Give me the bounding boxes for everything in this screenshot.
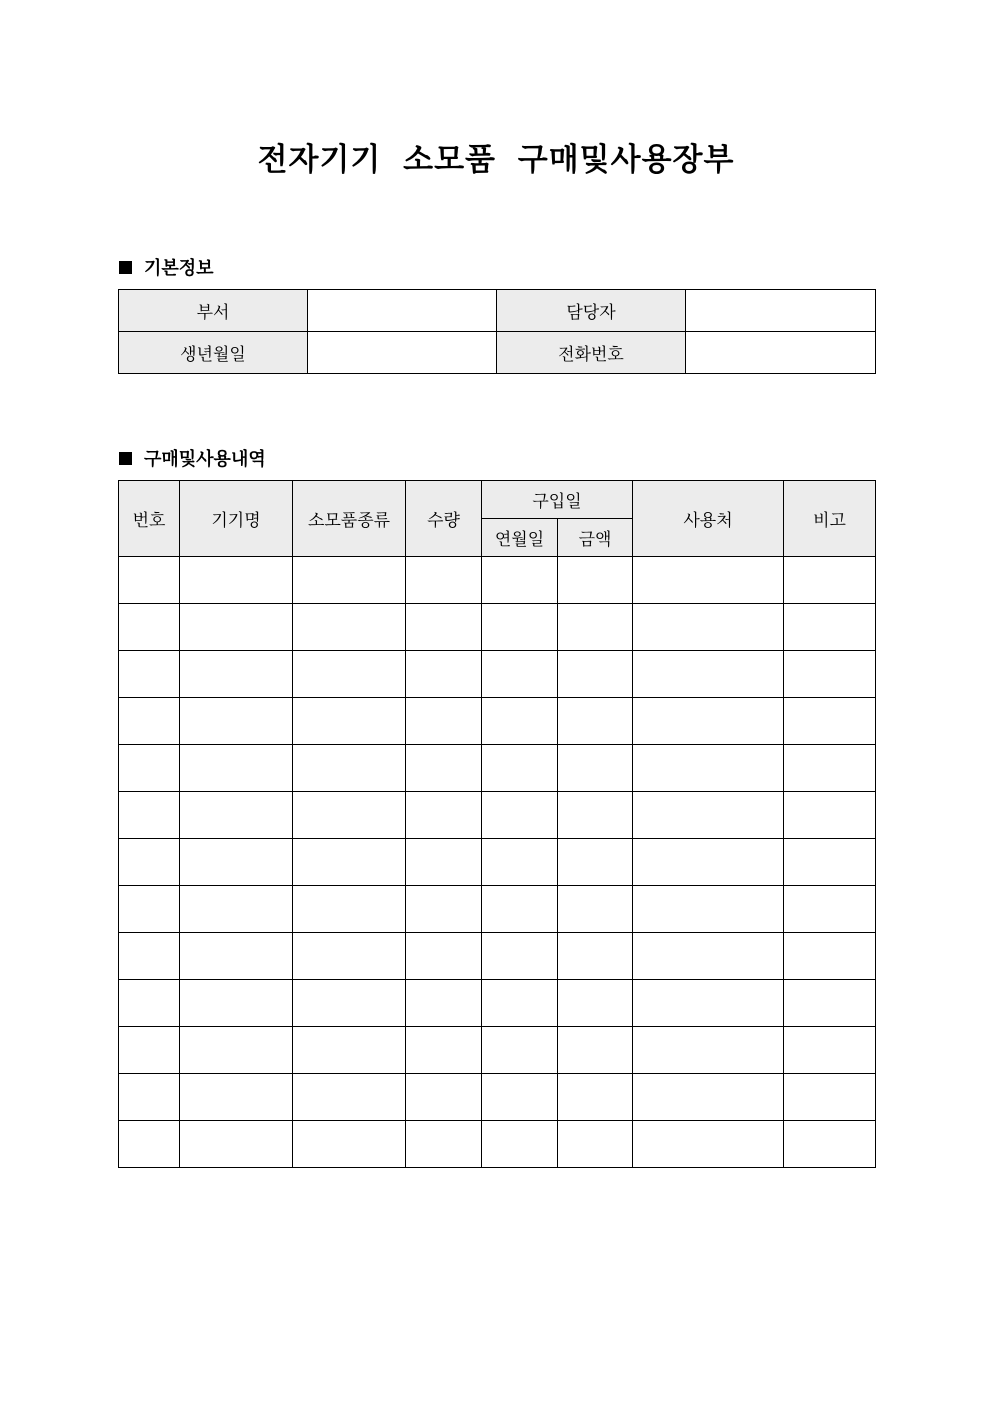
no-cell[interactable] [119, 792, 180, 839]
document-title: 전자기기 소모품 구매및사용장부 [257, 142, 735, 178]
remarks-cell[interactable] [784, 557, 876, 604]
quantity-cell[interactable] [406, 792, 482, 839]
usage-cell[interactable] [633, 886, 784, 933]
device-name-cell[interactable] [180, 1027, 293, 1074]
quantity-cell[interactable] [406, 604, 482, 651]
phone-field[interactable] [686, 332, 876, 374]
ledger-heading [119, 445, 266, 471]
amount-cell[interactable] [558, 1074, 633, 1121]
usage-cell[interactable] [633, 1027, 784, 1074]
table-row [119, 980, 876, 1027]
basic-info-heading-label: 기본정보 [144, 258, 214, 279]
no-cell[interactable] [119, 1074, 180, 1121]
quantity-cell[interactable] [406, 980, 482, 1027]
usage-cell[interactable] [633, 1074, 784, 1121]
consumable-type-cell[interactable] [293, 886, 406, 933]
remarks-cell[interactable] [784, 1121, 876, 1168]
manager-field[interactable] [686, 290, 876, 332]
consumable-type-cell[interactable] [293, 604, 406, 651]
amount-cell[interactable] [558, 745, 633, 792]
remarks-cell[interactable] [784, 886, 876, 933]
header-amount: 금액 [558, 519, 633, 557]
table-row [119, 1121, 876, 1168]
amount-cell[interactable] [558, 651, 633, 698]
table-row [119, 1027, 876, 1074]
date-cell[interactable] [482, 980, 558, 1027]
remarks-cell[interactable] [784, 980, 876, 1027]
device-name-cell[interactable] [180, 557, 293, 604]
amount-cell[interactable] [558, 933, 633, 980]
device-name-cell[interactable] [180, 839, 293, 886]
remarks-cell[interactable] [784, 745, 876, 792]
square-bullet-icon [119, 452, 132, 465]
device-name-cell[interactable] [180, 980, 293, 1027]
ledger-table [118, 480, 876, 1168]
date-cell[interactable] [482, 1121, 558, 1168]
birthdate-field[interactable] [308, 332, 497, 374]
no-cell[interactable] [119, 651, 180, 698]
header-consumable-type: 소모품종류 [293, 481, 406, 557]
amount-cell[interactable] [558, 792, 633, 839]
device-name-cell[interactable] [180, 1074, 293, 1121]
consumable-type-cell[interactable] [293, 745, 406, 792]
consumable-type-cell[interactable] [293, 792, 406, 839]
consumable-type-cell[interactable] [293, 980, 406, 1027]
remarks-cell[interactable] [784, 933, 876, 980]
table-row [119, 792, 876, 839]
usage-cell[interactable] [633, 1121, 784, 1168]
remarks-cell[interactable] [784, 651, 876, 698]
consumable-type-cell[interactable] [293, 651, 406, 698]
table-row [119, 1074, 876, 1121]
phone-label: 전화번호 [497, 332, 686, 374]
remarks-cell[interactable] [784, 839, 876, 886]
consumable-type-cell[interactable] [293, 1027, 406, 1074]
quantity-cell[interactable] [406, 698, 482, 745]
header-quantity: 수량 [406, 481, 482, 557]
quantity-cell[interactable] [406, 1121, 482, 1168]
quantity-cell[interactable] [406, 557, 482, 604]
amount-cell[interactable] [558, 557, 633, 604]
header-no: 번호 [119, 481, 180, 557]
no-cell[interactable] [119, 557, 180, 604]
ledger-heading-label: 구매및사용내역 [144, 449, 266, 470]
date-cell[interactable] [482, 839, 558, 886]
no-cell[interactable] [119, 886, 180, 933]
quantity-cell[interactable] [406, 1027, 482, 1074]
date-cell[interactable] [482, 1027, 558, 1074]
no-cell[interactable] [119, 745, 180, 792]
no-cell[interactable] [119, 604, 180, 651]
date-cell[interactable] [482, 557, 558, 604]
header-purchase-date: 구입일 [482, 481, 633, 519]
amount-cell[interactable] [558, 604, 633, 651]
remarks-cell[interactable] [784, 604, 876, 651]
quantity-cell[interactable] [406, 886, 482, 933]
table-row [119, 745, 876, 792]
remarks-cell[interactable] [784, 698, 876, 745]
quantity-cell[interactable] [406, 839, 482, 886]
consumable-type-cell[interactable] [293, 557, 406, 604]
square-bullet-icon [119, 261, 132, 274]
device-name-cell[interactable] [180, 1121, 293, 1168]
date-cell[interactable] [482, 886, 558, 933]
amount-cell[interactable] [558, 839, 633, 886]
no-cell[interactable] [119, 933, 180, 980]
department-field[interactable] [308, 290, 497, 332]
date-cell[interactable] [482, 698, 558, 745]
date-cell[interactable] [482, 792, 558, 839]
remarks-cell[interactable] [784, 1074, 876, 1121]
usage-cell[interactable] [633, 698, 784, 745]
device-name-cell[interactable] [180, 792, 293, 839]
date-cell[interactable] [482, 1074, 558, 1121]
device-name-cell[interactable] [180, 651, 293, 698]
ledger-header-row [119, 481, 876, 519]
date-cell[interactable] [482, 604, 558, 651]
remarks-cell[interactable] [784, 792, 876, 839]
date-cell[interactable] [482, 933, 558, 980]
no-cell[interactable] [119, 1121, 180, 1168]
department-label: 부서 [119, 290, 308, 332]
info-row [119, 332, 876, 374]
date-cell[interactable] [482, 651, 558, 698]
amount-cell[interactable] [558, 698, 633, 745]
basic-info-table [118, 289, 876, 374]
header-usage: 사용처 [633, 481, 784, 557]
device-name-cell[interactable] [180, 745, 293, 792]
usage-cell[interactable] [633, 980, 784, 1027]
no-cell[interactable] [119, 839, 180, 886]
usage-cell[interactable] [633, 792, 784, 839]
consumable-type-cell[interactable] [293, 1121, 406, 1168]
table-row [119, 886, 876, 933]
date-cell[interactable] [482, 745, 558, 792]
remarks-cell[interactable] [784, 1027, 876, 1074]
usage-cell[interactable] [633, 557, 784, 604]
table-row [119, 933, 876, 980]
amount-cell[interactable] [558, 980, 633, 1027]
amount-cell[interactable] [558, 1027, 633, 1074]
table-row [119, 557, 876, 604]
quantity-cell[interactable] [406, 651, 482, 698]
consumable-type-cell[interactable] [293, 1074, 406, 1121]
usage-cell[interactable] [633, 839, 784, 886]
table-row [119, 698, 876, 745]
no-cell[interactable] [119, 698, 180, 745]
manager-label: 담당자 [497, 290, 686, 332]
no-cell[interactable] [119, 980, 180, 1027]
quantity-cell[interactable] [406, 1074, 482, 1121]
header-device-name: 기기명 [180, 481, 293, 557]
device-name-cell[interactable] [180, 886, 293, 933]
consumable-type-cell[interactable] [293, 933, 406, 980]
table-row [119, 651, 876, 698]
table-row [119, 839, 876, 886]
info-row [119, 290, 876, 332]
quantity-cell[interactable] [406, 745, 482, 792]
consumable-type-cell[interactable] [293, 839, 406, 886]
amount-cell[interactable] [558, 1121, 633, 1168]
header-remarks: 비고 [784, 481, 876, 557]
usage-cell[interactable] [633, 933, 784, 980]
header-date: 연월일 [482, 519, 558, 557]
device-name-cell[interactable] [180, 698, 293, 745]
basic-info-heading [119, 254, 214, 280]
device-name-cell[interactable] [180, 933, 293, 980]
consumable-type-cell[interactable] [293, 698, 406, 745]
device-name-cell[interactable] [180, 604, 293, 651]
birthdate-label: 생년월일 [119, 332, 308, 374]
amount-cell[interactable] [558, 886, 633, 933]
table-row [119, 604, 876, 651]
quantity-cell[interactable] [406, 933, 482, 980]
no-cell[interactable] [119, 1027, 180, 1074]
usage-cell[interactable] [633, 651, 784, 698]
usage-cell[interactable] [633, 604, 784, 651]
usage-cell[interactable] [633, 745, 784, 792]
